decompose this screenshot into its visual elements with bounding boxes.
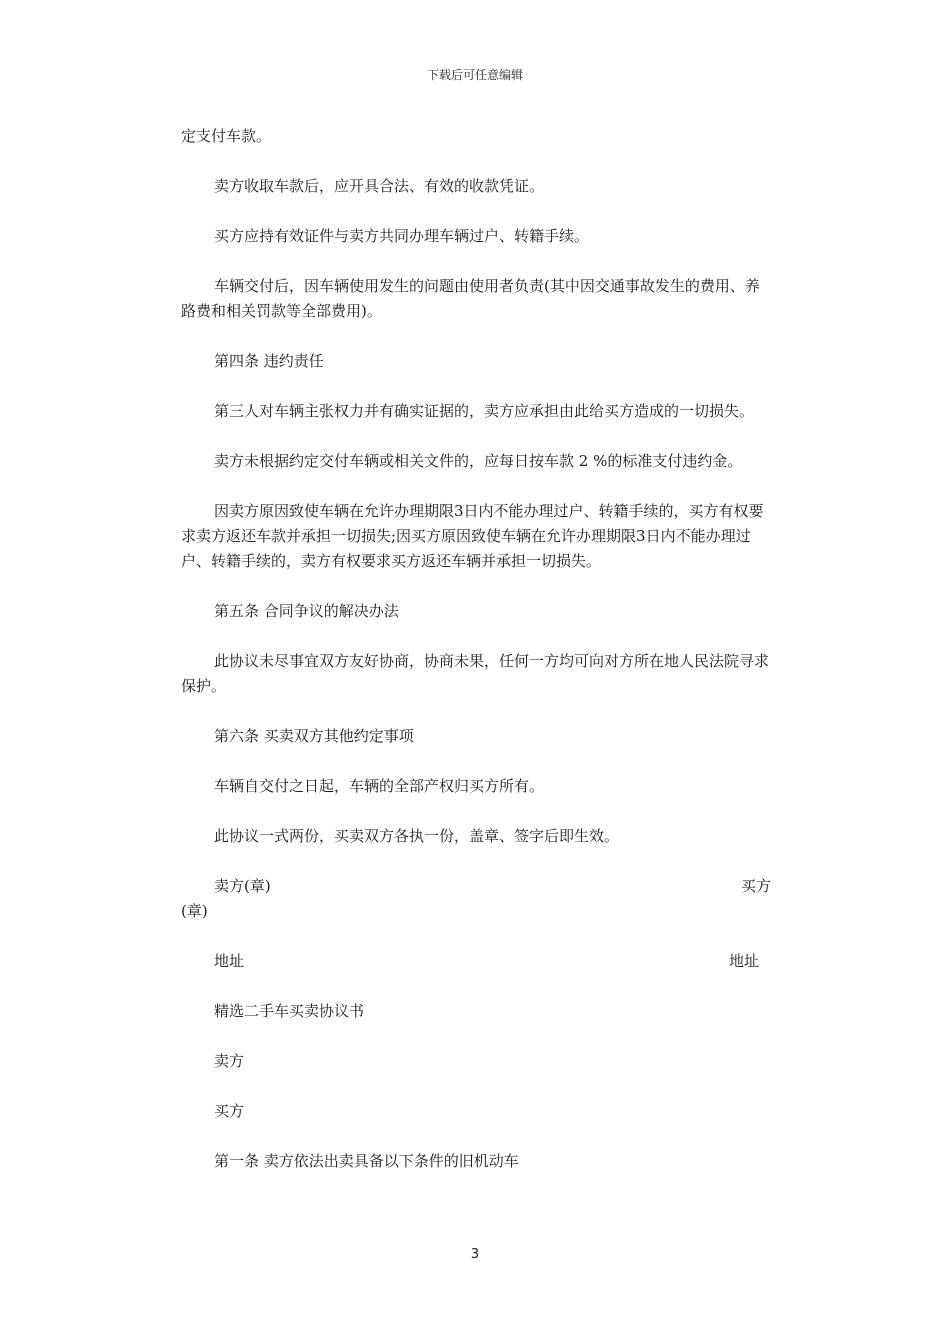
- document-body: [181, 124, 771, 1199]
- section-heading: 第一条 卖方依法出卖具备以下条件的旧机动车: [214, 1152, 519, 1170]
- section-heading: 第四条 违约责任: [214, 352, 324, 370]
- page-number: 3: [470, 1247, 480, 1262]
- paragraph: 买方应持有效证件与卖方共同办理车辆过户、转籍手续。: [214, 227, 590, 245]
- section-heading: 第六条 买卖双方其他约定事项: [214, 727, 414, 745]
- paragraph: 卖方未根据约定交付车辆或相关文件的，应每日按车款 2 %的标准支付违约金。: [214, 452, 743, 470]
- seller-label: 卖方: [214, 1052, 245, 1070]
- paragraph: 此协议一式两份，买卖双方各执一份，盖章、签字后即生效。: [214, 827, 620, 845]
- buyer-seal-suffix: (章): [181, 902, 208, 920]
- paragraph: 卖方收取车款后，应开具合法、有效的收款凭证。: [214, 177, 545, 195]
- paragraph: 定支付车款。: [181, 127, 272, 145]
- address-line: [181, 949, 771, 974]
- paragraph: 因卖方原因致使车辆在允许办理期限3日内不能办理过户、转籍手续的，买方有权要求卖方返还车款并承担一切损失;因买方原因致使车辆在允许办理期限3日内不能办理过户、转籍手续的，卖方有权要求买方返还车辆并承担一切损失。: [181, 502, 764, 570]
- paragraph: 第三人对车辆主张权力并有确实证据的，卖方应承担由此给买方造成的一切损失。: [214, 402, 755, 420]
- buyer-address-label: 地址: [728, 952, 759, 970]
- seal-line: [181, 874, 771, 924]
- paragraph: 车辆自交付之日起，车辆的全部产权归买方所有。: [214, 777, 545, 795]
- seller-seal-label: 卖方(章): [214, 877, 271, 895]
- page-header: 下载后可任意编辑: [426, 68, 523, 82]
- document-title: 精选二手车买卖协议书: [214, 1002, 365, 1020]
- seller-address-label: 地址: [214, 952, 245, 970]
- buyer-seal-label: 买方: [740, 877, 771, 895]
- buyer-label: 买方: [214, 1102, 245, 1120]
- paragraph: 车辆交付后，因车辆使用发生的问题由使用者负责(其中因交通事故发生的费用、养路费和相关罚款等全部费用)。: [181, 277, 760, 320]
- paragraph: 此协议未尽事宜双方友好协商，协商未果，任何一方均可向对方所在地人民法院寻求保护。: [181, 652, 770, 695]
- section-heading: 第五条 合同争议的解决办法: [214, 602, 399, 620]
